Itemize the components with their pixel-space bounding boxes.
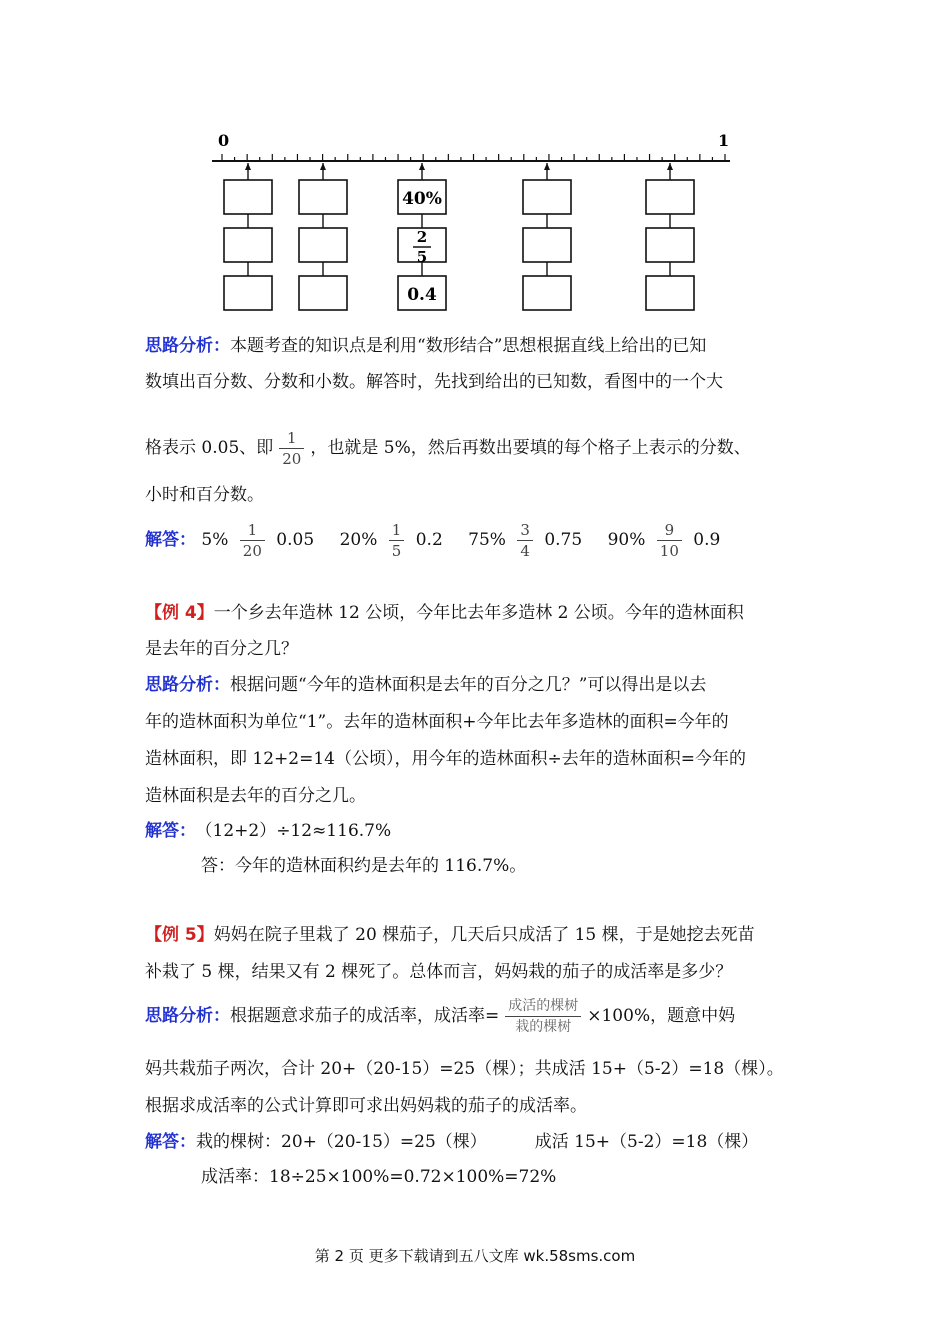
- ex3-answer-pct-0: 5%: [201, 530, 229, 550]
- ex4-analysis-line3: 造林面积，即 12+2=14（公顷），用今年的造林面积÷去年的造林面积=今年的: [145, 749, 746, 769]
- given-percent-40: 40%: [402, 189, 442, 209]
- arrow-head: [667, 163, 673, 170]
- ex4-analysis-label: 思路分析：: [145, 675, 230, 695]
- number-line-one-label: 1: [718, 131, 730, 150]
- ex4-analysis-text1: 根据问题“今年的造林面积是去年的百分之几？”可以得出是以去: [230, 675, 707, 695]
- ex3-analysis-text3a: 格表示 0.05、即: [145, 438, 274, 458]
- answer-box: [299, 180, 347, 214]
- ex5-answer-line2: 成活率：18÷25×100%=0.72×100%=72%: [201, 1167, 557, 1187]
- ex4-answer-text1: （12+2）÷12≈116.7%: [204, 821, 392, 841]
- answer-box: [224, 276, 272, 310]
- ex5-analysis-label: 思路分析：: [145, 1006, 230, 1026]
- ex5-question-line1: [145, 923, 755, 947]
- ex5-analysis-line3: 根据求成活率的公式计算即可求出妈妈栽的茄子的成活率。: [145, 1096, 587, 1116]
- ex3-analysis-text3b: ，也就是 5%，然后再数出要填的每个格子上表示的分数、: [310, 438, 751, 458]
- answer-box: [299, 276, 347, 310]
- ex3-answer-frac-0: [240, 520, 265, 561]
- ex4-tag: 【例 4】: [145, 603, 214, 623]
- ex5-survival-rate-fraction: [505, 996, 581, 1037]
- fraction-denominator: 4: [520, 542, 530, 560]
- answer-box: [299, 228, 347, 262]
- ex3-answer-dec-0: 0.05: [276, 530, 315, 550]
- given-fraction-numerator: 2: [416, 228, 428, 246]
- ex3-fraction-1-20: [279, 428, 304, 469]
- answer-box: [523, 228, 571, 262]
- ex4-answer-line2: 答：今年的造林面积约是去年的 116.7%。: [201, 856, 527, 876]
- fraction-numerator: 3: [517, 520, 533, 541]
- ex5-answer-text1b: 成活 15+（5-2）=18（棵）: [534, 1132, 759, 1152]
- ex3-answer-frac-2: [517, 520, 533, 561]
- fraction-denominator: 20: [282, 450, 302, 468]
- ex3-answer-dec-1: 0.2: [415, 530, 443, 550]
- answer-box: [523, 180, 571, 214]
- number-line-figure: [210, 128, 740, 318]
- answer-box: [646, 180, 694, 214]
- number-line-zero-label: 0: [218, 131, 230, 150]
- ex4-question-line2: 是去年的百分之几？: [145, 639, 298, 659]
- fraction-denominator: 栽的棵树: [515, 1019, 572, 1035]
- fraction-numerator: 1: [240, 520, 265, 541]
- ex5-question-line2: 补栽了 5 棵，结果又有 2 棵死了。总体而言，妈妈栽的茄子的成活率是多少？: [145, 962, 733, 982]
- arrow-head: [419, 163, 425, 170]
- arrow-head: [544, 163, 550, 170]
- ex3-answer-pct-3: 90%: [607, 530, 646, 550]
- ex4-question-line1: [145, 601, 744, 625]
- answer-boxes: [224, 163, 694, 310]
- ex3-answer-frac-3: [657, 520, 682, 561]
- ex3-analysis-text1: 本题考查的知识点是利用“数形结合”思想根据直线上给出的已知: [230, 336, 707, 356]
- ex3-answer-frac-1: [389, 520, 405, 561]
- arrow-head: [245, 163, 251, 170]
- ex3-analysis-line4: 小时和百分数。: [145, 485, 264, 505]
- ex5-answer-text1a: 栽的棵树：20+（20-15）=25（棵）: [196, 1132, 487, 1152]
- page-footer: 第 2 页 更多下载请到五八文库 wk.58sms.com: [314, 1247, 636, 1265]
- ex5-tag: 【例 5】: [145, 925, 214, 945]
- fraction-numerator: 1: [389, 520, 405, 541]
- answer-box: [523, 276, 571, 310]
- ex5-analysis-text1a: 根据题意求茄子的成活率，成活率=: [230, 1006, 500, 1026]
- answer-box: [646, 228, 694, 262]
- ex3-answer-dec-2: 0.75: [544, 530, 583, 550]
- ex3-answer-pct-1: 20%: [339, 530, 378, 550]
- ex3-answer: [145, 520, 720, 561]
- ex4-analysis-line4: 造林面积是去年的百分之几。: [145, 786, 366, 806]
- ex4-answer-label: 解答：: [145, 821, 196, 841]
- fraction-numerator: 1: [279, 428, 304, 449]
- ex5-analysis-line1: [145, 996, 735, 1037]
- ex5-analysis-text1b: ×100%，题意中妈: [587, 1006, 736, 1026]
- answer-box: [646, 276, 694, 310]
- ex4-analysis-line2: 年的造林面积为单位“1”。去年的造林面积+今年比去年多造林的面积=今年的: [145, 712, 729, 732]
- ex4-answer-line1: [145, 819, 391, 843]
- fraction-denominator: 5: [391, 542, 402, 560]
- number-line: [212, 154, 730, 161]
- ex5-answer-line1: [145, 1130, 758, 1154]
- fraction-denominator: 10: [659, 542, 679, 560]
- ex3-analysis-line1: [145, 334, 706, 358]
- fraction-numerator: 成活的棵树: [505, 996, 581, 1017]
- ex3-answer-pct-2: 75%: [468, 530, 506, 550]
- ex5-question-text1: 妈妈在院子里栽了 20 棵茄子，几天后只成活了 15 棵，于是她挖去死苗: [213, 925, 755, 945]
- fraction-denominator: 20: [242, 542, 262, 560]
- given-decimal-0-4: 0.4: [407, 285, 437, 305]
- ex3-analysis-label: 思路分析：: [145, 336, 230, 356]
- fraction-numerator: 9: [657, 520, 682, 541]
- ex3-analysis-line2: 数填出百分数、分数和小数。解答时，先找到给出的已知数，看图中的一个大: [145, 372, 723, 392]
- ex5-answer-label: 解答：: [145, 1132, 196, 1152]
- answer-box: [224, 228, 272, 262]
- ex5-analysis-line2: 妈共栽茄子两次，合计 20+（20-15）=25（棵）；共成活 15+（5-2）=18（棵）。: [145, 1059, 784, 1079]
- ex4-analysis-line1: [145, 673, 706, 697]
- ex4-question-text1: 一个乡去年造林 12 公顷，今年比去年多造林 2 公顷。今年的造林面积: [213, 603, 744, 623]
- answer-box: [224, 180, 272, 214]
- ex3-answer-dec-3: 0.9: [693, 530, 721, 550]
- given-fraction-denominator: 5: [416, 248, 428, 266]
- arrow-head: [320, 163, 326, 170]
- ex3-analysis-line3: [145, 428, 751, 469]
- ex3-answer-label: 解答：: [145, 530, 196, 550]
